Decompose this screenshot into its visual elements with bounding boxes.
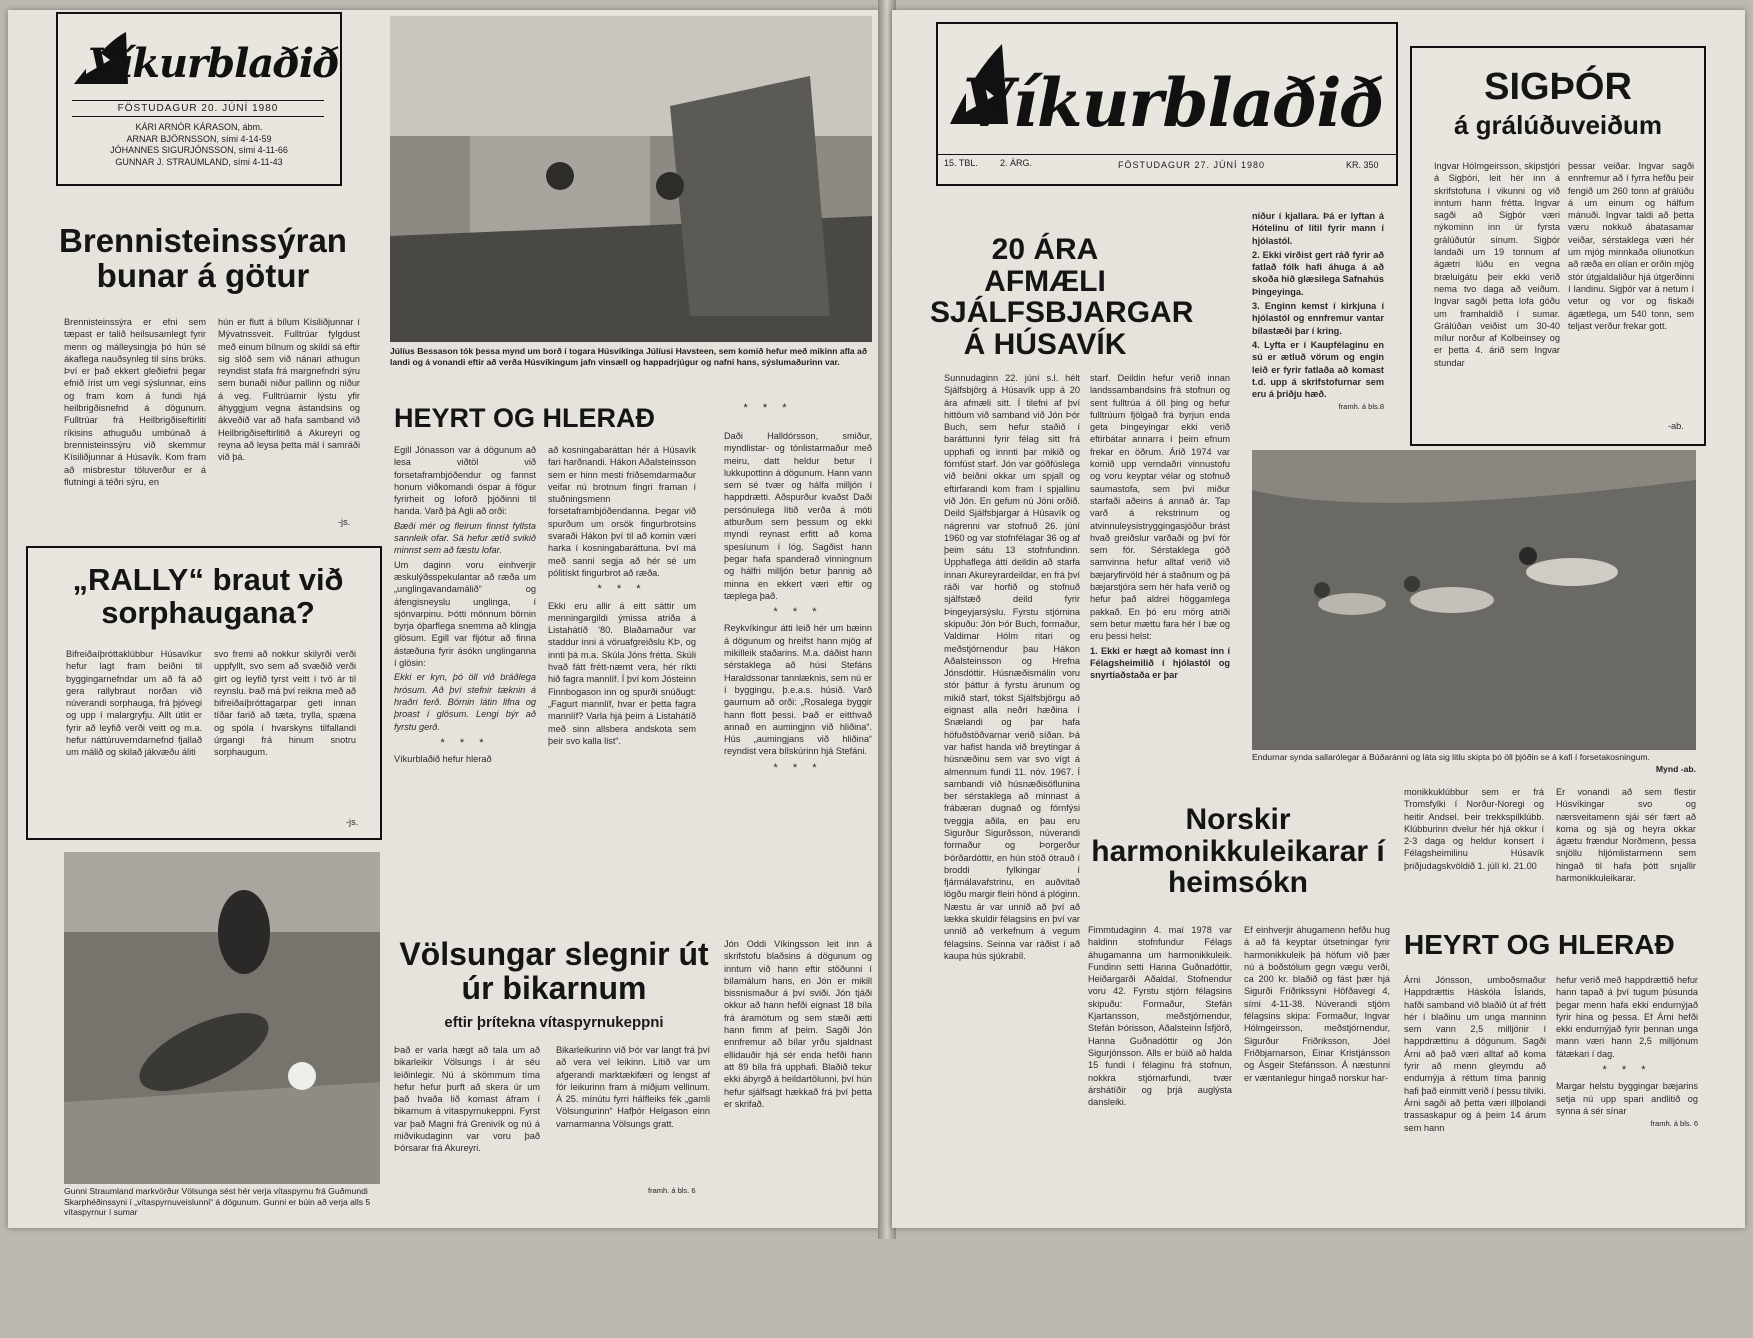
heyrt2-col-2-para: Margar helstu byggingar bæjarins setja nú upp spari andlitið og synna á sér sínar <box>1556 1081 1698 1116</box>
volsungar-subhead: eftir þrítekna vítaspyrnukeppni <box>444 1014 664 1031</box>
staff-line: ARNAR BJÖRNSSON, sími 4-14-59 <box>126 133 272 144</box>
heyrt-headline: HEYRT OG HLERAÐ <box>394 403 656 433</box>
masthead-year: 2. ÁRG. <box>1000 158 1033 168</box>
right-page <box>892 10 1745 1228</box>
volsungar-headline: Völsungar slegnir út úr bikarnum <box>399 936 709 1006</box>
ducks-credit: Mynd -ab. <box>1655 764 1696 774</box>
heyrt2-col-2 <box>1556 974 1698 1184</box>
heyrt2-col-2-para: hefur verið með happdrættið hefur hann tapað á því tugum þúsunda þegar menn hafa ekki endurnýjað fyrir hina og þessa. Ef Árni hefði ekki endurnýjað fyrir þennan unga mann væri hann 2,5 milljónum fátækari í dag. <box>1556 975 1698 1059</box>
sigthor-headline: SIGÞÓR <box>1484 66 1632 108</box>
heyrt-top-stars: * * * <box>743 402 793 414</box>
staff-line: GUNNAR J. STRAUMLAND, sími 4-11-43 <box>115 156 283 167</box>
norskir-col-2: Ef einhverjir áhugamenn hefðu hug á að fá keyptar útsetningar fyrir harmonikkuleik þá höfum við þær nú á boðstólum gegn vægu verði, ca 200 kr. blaðið og fást þær hjá Sigurði Friðrikssyni Höfðavegi 4, sími 4-11-38. Núverandi stjórn félagsins skipa: Formaður, Ingvar Hólmgeirsson, meðstjórnendur, Sigurður Friðriksson, Jóel Friðbjarnarson, Einar Kristjánsson og Ásgeir Stefánsson. Á næstunni er væntanlegur hingað norskur har- <box>1244 925 1390 1083</box>
afmaeli-col-2 <box>1090 372 1230 772</box>
masthead-rule <box>938 154 1396 155</box>
masthead-title: Víkurblaðið <box>962 64 1384 142</box>
heyrt-col-3-para: Reykvíkingur átti leið hér um bæinn á dögunum og hreifst hann mjög af mikilleik staðarins. M.a. dáðist hann sérstaklega að húsi Stefáns Haraldssonar tannlæknis, sem nú er í byggingu, þ.e.a.s. húsið. Varð gaurnum að orði: „Rosalega byggir hann flott þessi. Það er eitthvað annað en aumingjnn við hliðina“. Hús „aumingjans við hliðina“ reyndist vera bílskúrinn hjá Stefáni. <box>724 623 872 757</box>
afmaeli-item-1: 1. Ekki er hægt að komast inn í Félagsheimilið í hjólastól og snyrtiaðstaða er þar <box>1090 645 1230 681</box>
staff-line: JÓHANNES SIGURJÓNSSON, sími 4-11-66 <box>110 145 288 155</box>
heyrt-col-1-para: Egill Jónasson var á dögunum að lesa viðtöl við forsetaframbjóðendur og fannst honum viðkomandi óspar á fögur fyrirheit og loforð þjóðinni til handa. Varð þá Agli að orði: <box>394 445 536 517</box>
heyrt-verse-2: Ekki er kyn, þó öll við bráðlega hrósum. Að því stefnir tæknin á hraðri ferð. Börnin látin lifna og þroast í glösum. Lengi býr að fyrstu gerð. <box>394 672 536 732</box>
afmaeli-jump: framh. á bls.8 <box>1338 402 1384 412</box>
heyrt-col-1 <box>394 444 536 904</box>
heyrt-col-2-para: Ekki eru allir á eitt sáttir um menningargildi ýmissa atriða á Listahátíð '80. Blaðamaður var staddur inni á vöruafgreiðslu KÞ, og innti þá m.a. Skúla Jóns frétta. Skúli hvað fátt frétt-næmt vera, hér ríkti hið fagra mannlíf. Í því kom Jósteinn Finnbogason inn og spurði snúðugt: „Fagurt mannlíf, hvar er þetta fagra mannlíf? Varla hjá þeim á Listahátíð með sinn allsbera andskota sem þeir svo kalla list“. <box>548 600 696 746</box>
afmaeli-item-2: 2. Ekki virðist gert ráð fyrir að fatlað fólk hafi áhuga á að skoða hið glæsilega Safnahús Þingeyinga. <box>1252 249 1384 297</box>
brenni-headline: Brennisteinssýran bunar á götur <box>59 222 347 294</box>
trawler-photo <box>390 16 872 342</box>
goalkeeper-photo <box>64 852 380 1184</box>
brenni-sign: -js. <box>338 517 351 527</box>
rally-sign: -js. <box>346 817 359 827</box>
heyrt-stars: * * * <box>773 761 823 774</box>
rally-col-2: svo fremi að nokkur skilyrði verði uppfyllt, svo sem að svæðið verði girt og leyfið tyrst veitt í tvö ár til reynslu. Það má því reikna með að bifreiðaíþróttagarpar geti innan tíðar farið að tæta, trylla, spæna og spóla í hvarskyns tilfallandi úrgangi frá hinum snotru sorphaugum. <box>214 649 356 758</box>
sigthor-sign: -ab. <box>1668 421 1684 431</box>
masthead-issue: 15. TBL. <box>944 158 978 168</box>
heyrt-col-2-para: að kosningabaráttan hér á Húsavík fari harðnandi. Hákon Aðalsteinsson sem er hinn mesti friðsemdarmaður veifar nú brotnum fingri framan í stuðningsmenn forsetaframbjóðendanna. Þegar við spurðum um orsök fingurbrotsins svaraði Hákon því til að komin væri harka í kosningabaráttuna. Því má með sanni segja að hér sé um pólitískt fingurbrot að ræða. <box>548 445 696 578</box>
heyrt-stars: * * * <box>440 736 490 749</box>
volsungar-jump: framh. á bls. 6 <box>648 1186 696 1195</box>
heyrt2-col-1: Árni Jónsson, umboðsmaður Happdrættis Háskóla Íslands, hafði samband við blaðið út af frétt hér í blaðinu um unga manninn sem vann 2,5 milljónir í happdrættinu á dögunum. Sagði Árni að það væri alltaf að koma fyrir að menn gleymdu að endurnýja á réttum tíma þannig hafi það einmitt verið í þessu tilviki. Árni sagði að þetta væri illþolandi trassaskapur og á þeim 14 árum sem hann <box>1404 975 1546 1133</box>
volsungar-col-3: Jón Oddi Víkingsson leit inn á skrifstofu blaðsins á dögunum og inntum við hann eftir stöðunni í bílamálum hans, en Jón er mikill bissnismaður á því sviði. Jón tjáði okkur að hann hefði eignast 18 bíla frá áramótum og sem stæði ætti hann fimm af þeim. Sagði Jón ennfremur að bílar yrðu sjaldnast ellidauðir hjá sér enda hefði hann att 89 bíla frá upphafi. Blaðið tekur ekki ábyrgð á heildartölunni, því hún hefur sjálfsagt hækkað frá því þetta er skrifað. <box>724 939 872 1109</box>
afmaeli-col-2-para: starf. Deildin hefur verið innan landssambandsins frá stofnun og sent fulltrúa á öll þing og hefur fulltrúum fjölgað frá byrjun enda geta Þingeyingar ekki verið eftirbátar annarra í þeim efnum frekar en öðrum. Árið 1974 var komið upp verndaðri vinnustofu og voru keyptar vélar og stofnuð saumastofa, sem því miður starfaði aðeins á annað ár. Tap varð á rekstrinum og atvinnuleysistryggingasjóður brást hvað greiðslur varðaði og því fór sem fór. Sérstaklega góð samvinna hefur alltaf verið við bæjaryfirvöld hér á staðnum og þá bæjarstjóra sem hér hafa verið og hefur það aldrei höggamlega pakkað. En þó eru mörg atriði sem betur mættu fara hér í bæ og eru þessi helst: <box>1090 373 1230 642</box>
afmaeli-col-3-para: niður í kjallara. Þá er lyftan á Hótelinu of lítil fyrir mann í hjólastól. <box>1252 211 1384 246</box>
heyrt-col-2 <box>548 444 696 904</box>
heyrt2-headline: HEYRT OG HLERAÐ <box>1404 929 1675 960</box>
afmaeli-col-1: Sunnudaginn 22. júní s.l. hélt Sjálfsbjörg á Húsavík upp á 20 ára afmæli sitt. Í tilefni af því hittöum við samband við Jón Þór Buch, sem hefur staðið í baráttunni fyrir félag sitt frá upphafi og innnti þar mikið og fórnfúst starf. Jón var góðfúslega við beiðni okkar um spjall og eftirfarandi kom fram í spjallinu við Jón. En gefum nú Jóni orðið. Deild Sjálfsbjargar á Húsavík og nágrenni var stofnuð 26. júní 1960 og var stofnfélagar 36 og af þeim sátu 13 stofnfundinn. Upphaflega átti deildin að starfa innan Akureyrardeildar, en frá því ráði var horfið og stofnuð sjálfstæð deild fyrir Þingeyjarsýslu. Fyrstu stjórnina skipuðu: Jón Þór Buch, formaður, Valdimar Hólm ritari og meðstjórnendur þau Hákon Aðalsteinsson og Hrefna Jónsdóttir. Húsnæðismálin voru stór þáttur á fyrstu árunum og mikið starf, tókst Sjálfsbjörgu að eignast alla neðri hæðina í Snælandi og þar hafa höfuðstöðvarnar verið síðan. Þá var hafist handa við breytingar á húsnæðinu sem var svo vígt á almennum fundi 11. nóv. 1967. Í sambandi við húsnæðisöflunina ber sérstaklega að minnast á frábæran dugnað og fórnfýsi tveggja aðila, en þau eru Sigurður Sigurðsson, núverandi formaður og Þorgerður Þórðardóttir, en hún stóð ótrauð í broddi fylkingar í fjármálavafstrinu, en auðvitað lögðu margir fleiri hönd á plóginn. Næstu ár var unnið að því að lækka skuldir félagsins en því var unnið að verkefnum á vegum félagsins. Seinna var ráðist í að kaupa hús sjúkrabíl. <box>944 373 1080 961</box>
rally-headline: „RALLY“ braut við sorphaugana? <box>72 562 344 630</box>
heyrt-col-1-para: Víkurblaðið hefur hlerað <box>394 754 492 765</box>
masthead-box <box>936 22 1398 186</box>
sigthor-col-2: þessar veiðar. Ingvar sagði ennfremur að í fyrra hefðu þeir fengið um 260 tonn af grálúðu á um einum og hálfum mánuði. Ingvar taldi að þetta væru nokkuð ábatasamar veiðar, sérstaklega væri hér um mjóg minnkaða oliunotkun að ræða en olían er orðin mjög stór útgjaldaliður hjá útgerðinni í landinu. Sigþór var á netum í vetur og vor og fiskaði ágætlega, um 540 tonn, sem teljast verður frekar gott. <box>1568 161 1694 331</box>
brenni-col-1: Brennisteinssýra er efni sem tæpast er talið heilsusamlegt fyrir menn og málleysingja þó hún sé ákaflega nauðsynleg til síns brúks. Því er það ekkert gleðiefni þegar efnið írist um vegi sýslunnar, eins og fram kom á fundi hjá heilbrigðisnefnd á dögunum. Fulltrúar frá Heilbrigðiseftirliti ríkisins athuguðu umbúnað á brennisteinssýru við skemmur Kísiliðjunnar á Húsavík. Kom fram að misbrestur töluverður er á flutningi á téðri sýru, en <box>64 317 206 487</box>
ducks-photo <box>1252 450 1696 750</box>
brenni-col-2: hún er flutt á bílum Kísiliðjunnar í Mývatnssveit. Fulltrúar fylgdust með einum bílnum og skildi sá eftir sig slóð sem við nánari athugun reyndist stafa frá margnefndri sýru sem bunaði niður pallinn og niður á veg. Fulltrúarnir lýstu yfir áhyggjum vegna ástandsins og ákveðið var að hafa samband við Heilbrigðiseftirlitið á Akureyri og reyna að leysa þetta mál í samráði við þá. <box>218 317 360 463</box>
heyrt-col-1-para: Um daginn voru einhverjir æskulýðsspekulantar að ræða um „unglingavandamálið“ og áfengisneyslu unglinga, í sjónvarpinu. Þótti mönnum börnin byrja óþarflega snemma að klingja glösum. Egill var fljótur að finna ástæðuna fyrir ásókn unglinganna í glösin: <box>394 559 536 669</box>
heyrt-stars: * * * <box>597 583 647 596</box>
volsungar-col-1: Það er varla hægt að tala um að bikarleikir Völsungs í ár séu leiðinlegir. Nú á skömmum tíma hefur hefur þurft að skera úr um það hvaða lið komast áfram í bikarnum á vítaspyrnukeppni. Fyrst var það Magni frá Grenivík og nú á miðvikudaginn var voru það Þórsarar frá Akureyri. <box>394 1045 540 1154</box>
masthead-price: KR. 350 <box>1346 160 1379 170</box>
masthead-date: FÖSTUDAGUR 27. JÚNÍ 1980 <box>1118 160 1266 170</box>
heyrt-col-3-para: Daði Halldórsson, smiður, myndlistar- og tónlistarmaður með meiru, datt heldur betur í lukkupottinn á dögunum. Hann vann sem sé tvær og hálfa milljón í happdrætti. Aðspurður kvaðst Daði persónulega lítið verða á móti atburðum sem þessum og ekki myndi reynast erfitt að koma spesíunum í lóg. Sagðist hann þegar hafa spanderað vinningnum og hálfri milljón betur þannig að minna en ekkert væri eftir og tæplega það. <box>724 431 872 601</box>
heyrt2-stars: * * * <box>1602 1064 1652 1077</box>
trawler-photo-caption: Júlíus Bessason tók þessa mynd um borð í togara Húsvíkinga Júlíusi Havsteen, sem komið hefur með mikinn afla að landi og á vonandi eftir að verða Húsvíkingum jafn vinsæll og happadrjúgur og nafni hans, sýslumaðurinn var. <box>390 346 868 367</box>
heyrt-verse-1: Bæði mér og fleirum finnst fyllsta sannleik ofar. Sá hefur ætíð svikið minnst sem að fæstu lofar. <box>394 520 536 556</box>
norskir-col-3: monikkuklúbbur sem er frá Tromsfylki í Norður-Noregi og heitir Andsel. Þeir trekkspilklúbb. Klúbburinn dvelur hér hjá okkur í 2-3 daga og heldur konsert í Félagsheimilinu Húsavík þriðjudagskvöldið 1. júlí kl. 21.00 <box>1404 787 1544 871</box>
norskir-col-4: Er vonandi að sem flestir Húsvíkingar svo og nærsveitamenn sjái sér fært að koma og sjá og heyra okkar ágætu frændur Norðmenn, þessa snjöllu hljómlistarmenn sem hingað til hafa þótt snjallir harmonikkuleikarar. <box>1556 787 1696 884</box>
heyrt-stars: * * * <box>773 606 823 619</box>
sigthor-subheadline: á grálúðuveiðum <box>1453 110 1663 140</box>
rally-box <box>26 546 382 840</box>
norskir-headline: Norskir harmonikkuleikarar í heimsókn <box>1091 803 1385 899</box>
heyrt-col-3 <box>724 430 872 906</box>
volsungar-col-2: Bikarleikurinn við Þór var langt frá því að vera vel leikinn. Lítið var um afgerandi marktækifæri og lengst af fór leikurinn fram á miðjum vellinum. Á 25. mínútu fyrri hálfleiks fék „gamli Völsungurinn“ Hafþór Helgason einn varnarmanna Völsungs gratt. <box>556 1045 710 1129</box>
rally-col-1: Bifreiðaíþróttaklúbbur Húsavíkur hefur lagt fram beiðni til byggingarnefndar um að fá að gera rallybraut norðan við núverandi sorphauga, frá þjóvegi og upp í malargryfju. Allt útlit er fyrir að leyfið verði veitt og m.a. hefur náttúruverndarnefnd fjallað um málið og skilað jákvæðu áliti <box>66 649 202 758</box>
heyrt2-jump: framh. á bls. 6 <box>1650 1119 1698 1129</box>
masthead-title: Víkurblaðið <box>88 40 339 87</box>
afmaeli-col-3 <box>1252 210 1384 440</box>
masthead-staff <box>68 122 330 168</box>
left-page <box>8 10 882 1228</box>
ducks-caption: Endurnar synda sallarólegar á Búðaránni og láta sig litlu skipta þó öll þjóðin se á kafi í forsetakosningum. <box>1252 752 1650 762</box>
afmaeli-headline: 20 ÁRA AFMÆLI SJÁLFSBJARGAR Á HÚSAVÍK <box>930 233 1194 361</box>
sigthor-box <box>1410 46 1706 446</box>
goalkeeper-caption: Gunni Straumland markvörður Völsunga sést hér verja vítaspyrnu frá Guðmundi Skarphéðinssyni í „vítaspyrnuveislunni“ á dögunum. Gunni er búin að verja alls 5 vítaspyrnur í sumar <box>64 1186 371 1217</box>
masthead-date: FÖSTUDAGUR 20. JÚNÍ 1980 <box>72 100 324 117</box>
afmaeli-item-4: 4. Lyfta er í Kaupfélaginu en sú er ætluð vörum og engin leið er fyrir fatlaða að komast t.d. upp á skrifstofurnar sem eru á þriðju hæð. <box>1252 339 1384 400</box>
staff-line: KÁRI ARNÓR KÁRASON, ábm. <box>135 122 263 132</box>
norskir-col-1: Fimmtudaginn 4. maí 1978 var haldinn stofnfundur Félags áhugamanna um harmonikkuleik. Fundinn setti Hanna Guðnadóttir, Heiðargarði Aðaldal. Stofnendur voru 42. Fyrstu stjórn félagsins skipuðu: Formaður, Stefán Kjartansson, meðstjórnendur, Stefán Þórisson, Aðalsteinn Ísfjörð, Hanna Guðnadóttir og Jón Sigurjónsson. Alls er búið að halda 15 fundi í félaginu frá stofnun, nokkra stjórnarfundi, tvær árshátíðir og þrjá auglýsta dansleiki. <box>1088 925 1232 1108</box>
masthead-box <box>56 12 342 186</box>
sigthor-col-1: Ingvar Hólmgeirsson, skipstjóri á Sigþóri, leit hér inn á skrifstofuna í vikunni og við inntum hann frétta. Ingvar sagði að Sigþór væri nýkominn inn úr fyrsta grálúðutúr sínum. Sigþór landaði um 19 tonnum af ágætri lúðu en vegna bræluigátu þeir ekki verið nema tvo daga að veiðum. Ingvar sagði þetta lofa góðu um framhaldið í sumar. Grálúðan veiðist um 30-40 mílur norður af Kolbeinsey og er þetta 4. árið sem Ingvar stundar <box>1434 161 1560 368</box>
afmaeli-item-3: 3. Enginn kemst í kirkjuna í hjólastól og ennfremur vantar bílastæði þar í kring. <box>1252 301 1384 336</box>
